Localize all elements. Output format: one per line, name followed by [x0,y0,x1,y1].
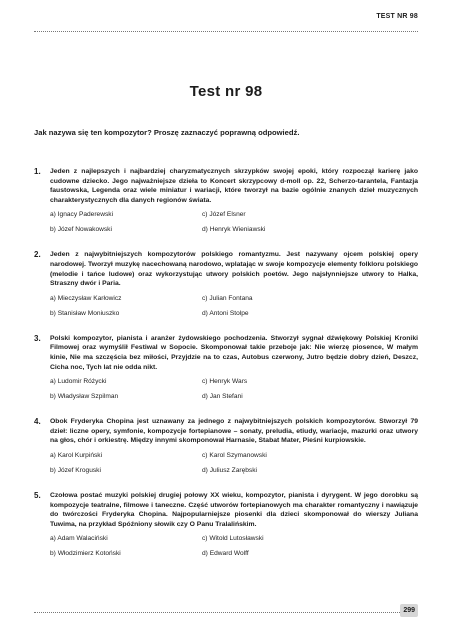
question-number: 3. [34,333,41,343]
question-1 [34,167,418,234]
question-number: 4. [34,417,41,427]
option-d[interactable]: d) Jan Stefani [202,393,243,401]
footer-divider [34,612,410,613]
running-header: TEST NR 98 [376,13,418,20]
option-a[interactable]: a) Ignacy Paderewski [50,211,114,219]
option-d[interactable]: d) Henryk Wieniawski [202,226,266,234]
question-number: 5. [34,490,41,500]
question-text: Polski kompozytor, pianista i aranżer żydowskiego pochodzenia. Stworzył sygnał dźwiękowy Polskiej Kroniki Filmowej oraz wymyślił Festiwal w Sopocie. Skomponował takie przeboje jak: Nie wierzę piosence, W małym kinie, Nie ma szczęścia bez miłości, Przyjdzie na to czas, Autobus czerwony, Jutro będzie dobry dzień, Deszcz, Cicha noc, Tych lat nie odda nikt. [50,334,418,371]
page-number-badge: 299 [400,604,418,617]
option-a[interactable]: a) Karol Kurpiński [50,451,103,459]
option-b[interactable]: b) Władysław Szpilman [50,393,119,401]
question-text: Czołowa postać muzyki polskiej drugiej połowy XX wieku, kompozytor, pianista i dyrygent. W jego dorobku są kompozycje teatralne, filmowe i taneczne. Część utworów fortepianowych ma charakter romantyczny i nawiązuje do twórczości Fryderyka Chopina. Najpopularniejsze piosenki dla dzieci skomponował do wierszy Juliana Tuwima, na przykład Spóźniony słowik czy O Panu Tralalińskim. [50,491,418,528]
answer-options [50,294,418,318]
option-b[interactable]: b) Józef Nowakowski [50,226,112,234]
question-text: Jeden z najwybitniejszych kompozytorów polskiego romantyzmu. Jest nazywany ojcem polskiej opery narodowej. Tworzył muzykę nacechowaną narodowo, wplatając w swoje kompozycje elementy folkloru polskiego (melodie i tańce ludowe) oraz wykorzystując utwory polskich poetów. Jego najsłynniejsze utwory to Halka, Straszny dwór i Paria. [50,251,418,288]
header-divider [34,31,418,32]
answer-options [50,377,418,401]
option-b[interactable]: b) Włodzimierz Kotoński [50,550,121,558]
option-a[interactable]: a) Adam Walaciński [50,535,108,543]
answer-options [50,451,418,475]
option-c[interactable]: c) Karol Szymanowski [202,451,267,459]
option-d[interactable]: d) Edward Wolff [202,550,249,558]
instruction-text: Jak nazywa się ten kompozytor? Proszę zaznaczyć poprawną odpowiedź. [34,128,300,137]
question-2 [34,250,418,317]
question-5 [34,491,418,558]
option-c[interactable]: c) Julian Fontana [202,294,253,302]
option-c[interactable]: c) Henryk Wars [202,378,248,386]
option-c[interactable]: c) Witold Lutosławski [202,535,264,543]
page-title: Test nr 98 [189,83,263,100]
question-number: 1. [34,167,41,176]
option-b[interactable]: b) Stanisław Moniuszko [50,309,120,317]
question-list [34,167,418,574]
option-b[interactable]: b) Józef Kroguski [50,466,101,474]
question-number: 2. [34,250,41,260]
answer-options [50,534,418,558]
question-text: Jeden z najlepszych i najbardziej charyzmatycznych skrzypków swojej epoki, który rozpoczął karierę jako cudowne dziecko. Jego najważniejsze dzieła to Koncert skrzypcowy d-moll op. 22, Scherzo-tarantela, Fantazja faustowska, Legenda oraz wiele miniatur i wariacji, które tworzył na bazie ogólnie znanych dzieł muzycznych charakterystycznych dla danych regionów świata. [50,168,418,204]
option-a[interactable]: a) Ludomir Różycki [50,378,107,386]
option-a[interactable]: a) Mieczysław Karłowicz [50,294,122,302]
answer-options [50,210,418,234]
question-3 [34,334,418,401]
option-d[interactable]: d) Juliusz Zarębski [202,466,257,474]
option-d[interactable]: d) Antoni Stolpe [202,309,249,317]
question-text: Obok Fryderyka Chopina jest uznawany za jednego z najwybitniejszych polskich kompozytorów. Stworzył 79 dzieł: liczne opery, symfonie, kompozycje fortepianowe – sonaty, preludia, etiudy, wariacje, mazurki oraz utwory na głos, chór i orkiestrę. Między innymi skomponował Harnasie, Stabat Mater, Pieśni kurpiowskie. [50,418,418,445]
option-c[interactable]: c) Józef Elsner [202,211,246,219]
question-4 [34,417,418,475]
